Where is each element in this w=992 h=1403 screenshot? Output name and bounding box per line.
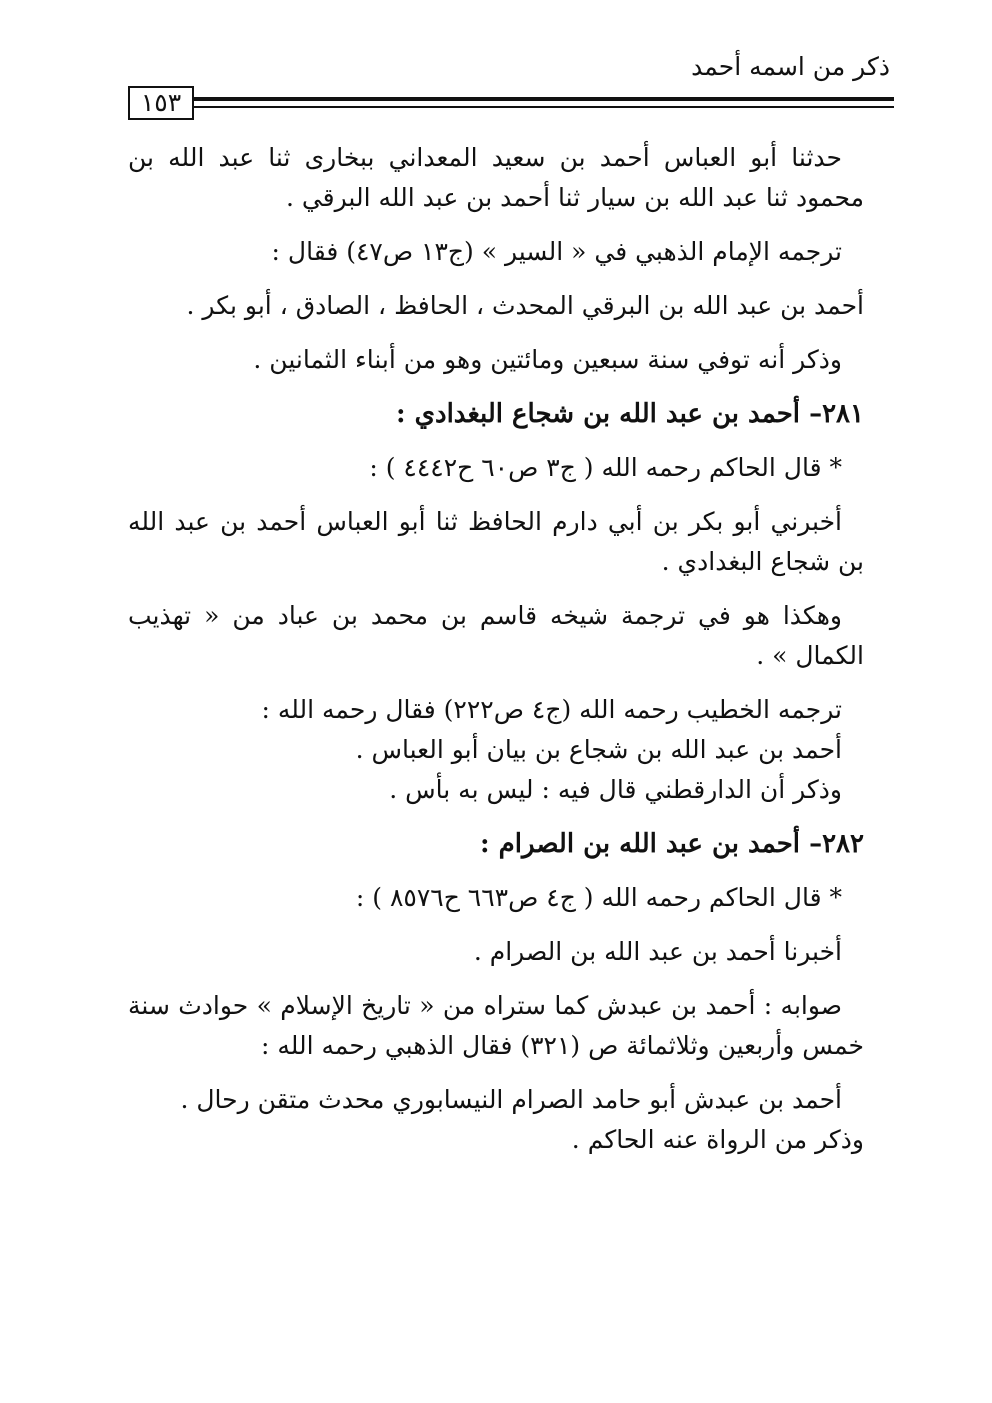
paragraph: وذكر أنه توفي سنة سبعين ومائتين وهو من أبناء الثمانين . bbox=[253, 345, 842, 374]
khatib-quote-block bbox=[128, 690, 864, 810]
paragraph: ترجمه الإمام الذهبي في « السير » (ج١٣ ص٤٧) فقال : bbox=[271, 237, 842, 266]
body-text bbox=[128, 138, 864, 1174]
paragraph: * قال الحاكم رحمه الله ( ج٣ ص٦٠ ح٤٤٤٢ ) : bbox=[369, 453, 842, 482]
dhahabi-quote-block bbox=[128, 1080, 864, 1160]
entry-heading-282: ٢٨٢– أحمد بن عبد الله بن الصرام : bbox=[480, 829, 864, 859]
page-number-box: ١٥٣ bbox=[128, 86, 194, 120]
paragraph: وذكر من الرواة عنه الحاكم . bbox=[571, 1125, 864, 1154]
paragraph: أخبرني أبو بكر بن أبي دارم الحافظ ثنا أبو العباس أحمد بن عبد الله بن شجاع البغدادي . bbox=[128, 507, 864, 576]
paragraph: أحمد بن عبد الله بن البرقي المحدث ، الحافظ ، الصادق ، أبو بكر . bbox=[186, 291, 864, 320]
paragraph: أحمد بن عبد الله بن شجاع بن بيان أبو العباس . bbox=[355, 735, 842, 764]
paragraph: وذكر أن الدارقطني قال فيه : ليس به بأس . bbox=[389, 775, 842, 804]
paragraph: أحمد بن عبدش أبو حامد الصرام النيسابوري محدث متقن رحال . bbox=[180, 1085, 842, 1114]
paragraph: أخبرنا أحمد بن عبد الله بن الصرام . bbox=[473, 937, 842, 966]
paragraph: حدثنا أبو العباس أحمد بن سعيد المعداني ببخارى ثنا عبد الله بن محمود ثنا عبد الله بن سيار ثنا أحمد بن عبد الله البرقي . bbox=[128, 143, 864, 212]
paragraph: ترجمه الخطيب رحمه الله (ج٤ ص٢٢٢) فقال رحمه الله : bbox=[261, 695, 842, 724]
paragraph: صوابه : أحمد بن عبدش كما ستراه من « تاريخ الإسلام » حوادث سنة خمس وأربعين وثلاثمائة ص (٣٢١) فقال الذهبي رحمه الله : bbox=[128, 991, 864, 1060]
header-rule-thick bbox=[194, 97, 894, 101]
running-title: ذكر من اسمه أحمد bbox=[691, 52, 890, 81]
entry-heading-281: ٢٨١– أحمد بن عبد الله بن شجاع البغدادي : bbox=[396, 399, 864, 429]
paragraph: وهكذا هو في ترجمة شيخه قاسم بن محمد بن عباد من « تهذيب الكمال » . bbox=[128, 601, 864, 670]
paragraph: * قال الحاكم رحمه الله ( ج٤ ص٦٦٣ ح٨٥٧٦ ) : bbox=[355, 883, 842, 912]
header-rule-thin bbox=[194, 106, 894, 108]
